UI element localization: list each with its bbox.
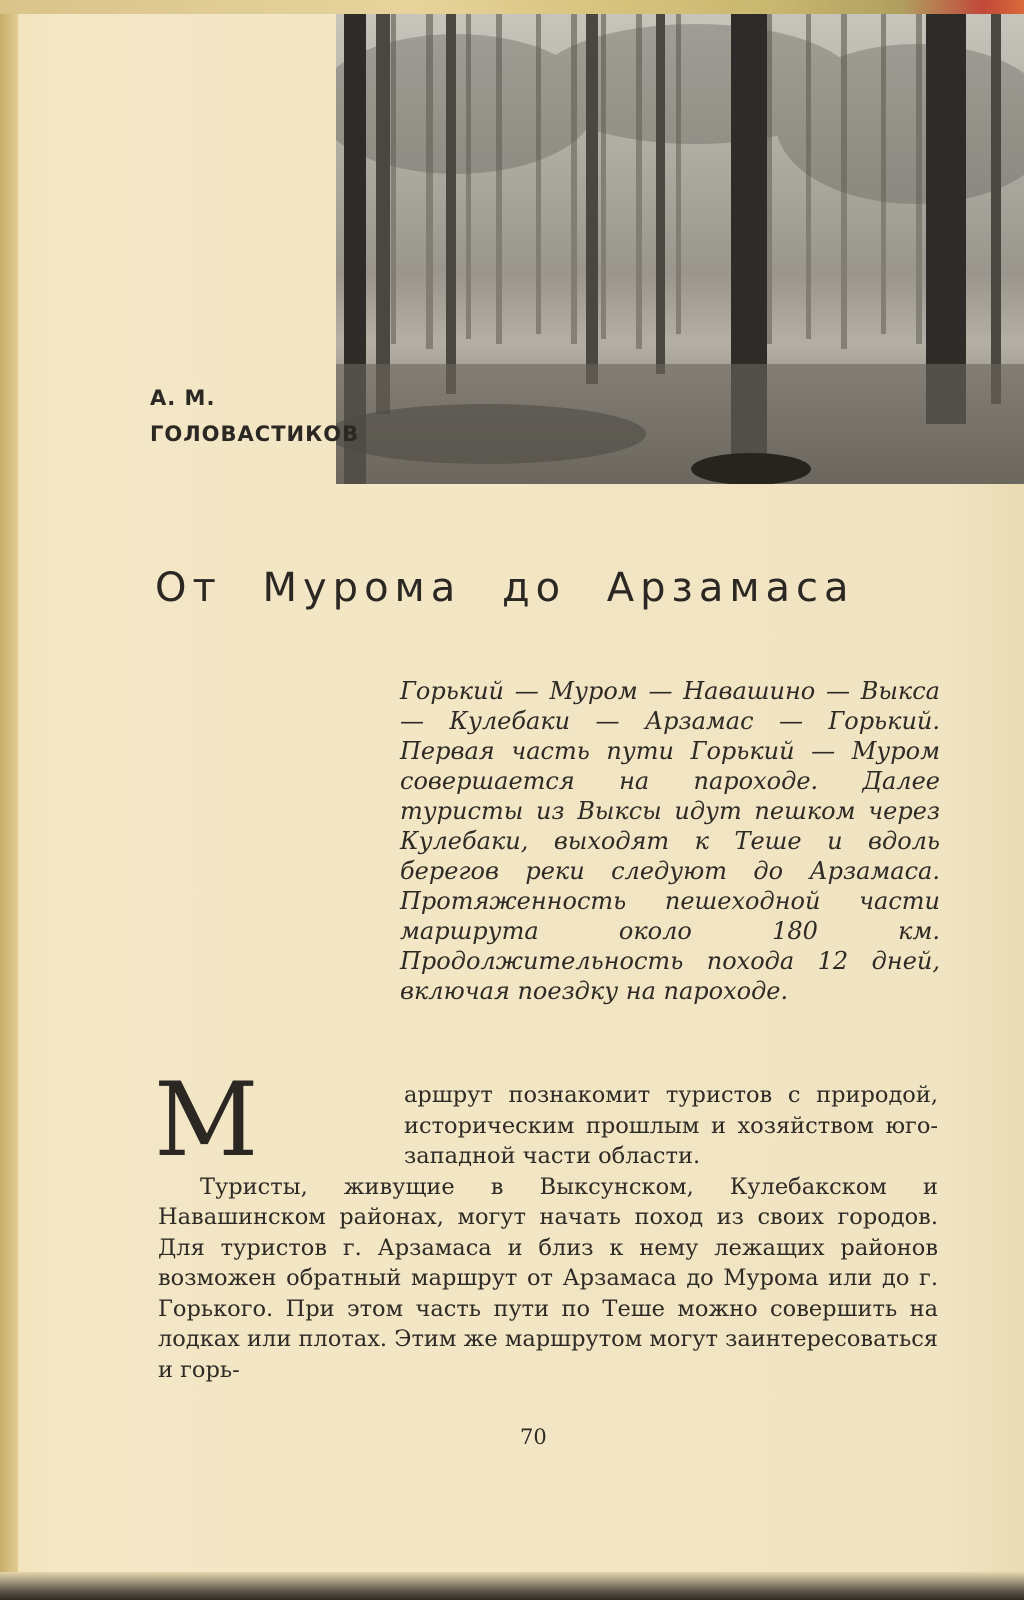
drop-cap: М — [154, 1061, 259, 1180]
route-text: Горький — Муром — Навашино — Выкса — Кулебаки — Арзамас — Горький. Первая часть пути Горький — Муром совершается на пароходе. Далее туристы из Выксы идут пешком через Кулебаки, выходят к Теше и вдоль берегов реки следуют до Арзамаса. Протяженность пешеходной части маршрута около 180 км. Продолжительность похода 12 дней, включая поездку на пароходе. — [400, 677, 940, 1005]
lead-text: аршрут познакомит туристов с природой, историческим прошлым и хозяйством юго-западной части области. — [404, 1082, 938, 1169]
article-body — [154, 1061, 938, 1385]
paragraph: Туристы, живущие в Выксунском, Кулебакском и Навашинском районах, могут начать поход из своих городов. Для туристов г. Арзамаса и близ к нему лежащих районов возможен обратный маршрут от Арзамаса до Мурома или до г. Горького. При этом часть пути по Теше можно совершить на лодках или плотах. Этим же маршрутом могут заинтересоваться и горь- — [158, 1173, 938, 1383]
forest-image — [336, 14, 1024, 484]
route-description — [400, 676, 940, 1006]
author-name — [150, 380, 359, 452]
author-initials: А. М. — [150, 386, 216, 410]
page-bottom-edge — [0, 1572, 1024, 1600]
forest-photo — [336, 14, 1024, 484]
article-title: От Мурома до Арзамаса — [155, 565, 855, 611]
lead-paragraph — [154, 1061, 938, 1180]
page-number: 70 — [520, 1425, 547, 1449]
author-surname: ГОЛОВАСТИКОВ — [150, 422, 360, 446]
page-left-edge — [0, 0, 18, 1600]
page-top-edge — [0, 0, 1024, 14]
